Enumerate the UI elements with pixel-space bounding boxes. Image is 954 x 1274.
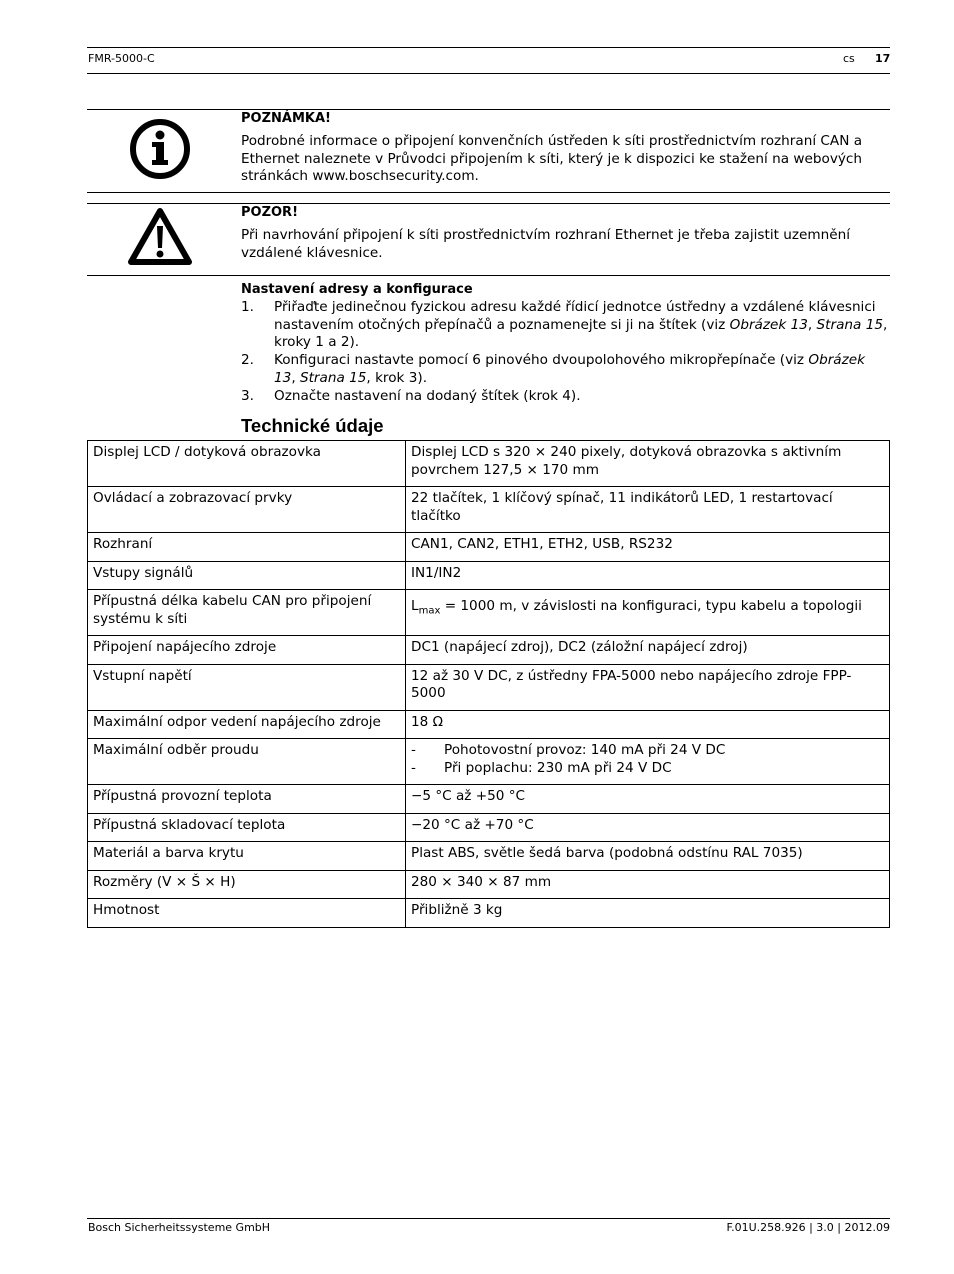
table-cell-label: Přípustná skladovací teplota <box>88 813 406 842</box>
table-row <box>88 664 890 710</box>
table-row <box>88 487 890 533</box>
table-cell-value: DC1 (napájecí zdroj), DC2 (záložní napájecí zdroj) <box>406 636 890 665</box>
table-cell-value: Plast ABS, světle šedá barva (podobná odstínu RAL 7035) <box>406 842 890 871</box>
table-row <box>88 636 890 665</box>
footer-docref: F.01U.258.926 | 3.0 | 2012.09 <box>726 1221 890 1234</box>
list-item: - Při poplachu: 230 mA při 24 V DC <box>411 759 672 776</box>
header-top-rule <box>87 47 890 48</box>
table-cell-label: Přípustná provozní teplota <box>88 785 406 814</box>
table-cell-value: 18 Ω <box>406 710 890 739</box>
table-cell-value: IN1/IN2 <box>406 561 890 590</box>
header-lang: cs <box>843 52 855 65</box>
table-cell-label: Vstupní napětí <box>88 664 406 710</box>
table-cell-label: Přípustná délka kabelu CAN pro připojení systému k síti <box>88 590 406 636</box>
table-cell-label: Rozhraní <box>88 533 406 562</box>
footer-company: Bosch Sicherheitssysteme GmbH <box>88 1221 271 1234</box>
table-row <box>88 710 890 739</box>
tech-table <box>87 440 890 928</box>
table-row <box>88 533 890 562</box>
step-number: 3. <box>241 387 254 404</box>
table-cell-label: Ovládací a zobrazovací prvky <box>88 487 406 533</box>
table-cell-label: Maximální odběr proudu <box>88 739 406 785</box>
setup-title: Nastavení adresy a konfigurace <box>241 282 473 297</box>
header-product: FMR-5000-C <box>88 52 155 65</box>
table-cell-value: $L_{max} = 1000$ m, v závislosti na konfiguraci, typu kabelu a topologii <box>406 590 890 636</box>
table-cell-value <box>406 739 890 785</box>
page-ref: Strana 15 <box>816 316 883 333</box>
table-row <box>88 561 890 590</box>
table-cell-label: Displej LCD / dotyková obrazovka <box>88 441 406 487</box>
table-row <box>88 899 890 928</box>
tech-heading: Technické údaje <box>241 415 384 436</box>
caution-content <box>241 204 886 262</box>
note-bottom-rule <box>87 192 890 193</box>
list-item: 1. Přiřaďte jedinečnou fyzickou adresu každé řídicí jednotce ústředny a vzdálené klávesnici nastavením otočných přepínačů a poznamenejte si ji na štítek (viz Obrázek 13, Strana 15, kroky 1 a 2). <box>241 298 888 351</box>
page-ref: Strana 15 <box>299 369 367 386</box>
table-cell-label: Materiál a barva krytu <box>88 842 406 871</box>
table-row <box>88 590 890 636</box>
table-cell-value: 280 × 340 × 87 mm <box>406 870 890 899</box>
table-row <box>88 785 890 814</box>
step-number: 2. <box>241 352 254 369</box>
step-number: 1. <box>241 298 254 315</box>
info-icon <box>125 118 195 184</box>
list-item: 2. Konfiguraci nastavte pomocí 6 pinového dvoupolohového mikropřepínače (viz Obrázek 13, Strana 15, krok 3). <box>241 352 865 386</box>
footer-rule <box>87 1218 890 1219</box>
table-cell-label: Připojení napájecího zdroje <box>88 636 406 665</box>
table-cell-value: −20 °C až +70 °C <box>406 813 890 842</box>
setup-section <box>241 281 889 406</box>
table-cell-value: CAN1, CAN2, ETH1, ETH2, USB, RS232 <box>406 533 890 562</box>
table-cell-label: Hmotnost <box>88 899 406 928</box>
caution-text: Při navrhování připojení k síti prostřednictvím rozhraní Ethernet je třeba zajistit uzemnění vzdálené klávesnice. <box>241 226 850 261</box>
header-bottom-rule <box>87 73 890 74</box>
setup-steps <box>241 299 889 406</box>
table-cell-value: Přibližně 3 kg <box>406 899 890 928</box>
table-cell-value: Displej LCD s 320 × 240 pixely, dotyková obrazovka s aktivním povrchem 127,5 × 170 mm <box>406 441 890 487</box>
note-text: Podrobné informace o připojení konvenčních ústředen k síti prostřednictvím rozhraní CAN a Ethernet naleznete v Průvodci připojením k síti, který je k dispozici ke stažení na webových stránkách www.boschsecurity.com. <box>241 132 863 185</box>
figure-ref: Obrázek 13 <box>274 352 865 386</box>
table-row <box>88 842 890 871</box>
table-cell-value: −5 °C až +50 °C <box>406 785 890 814</box>
header-page-number: 17 <box>875 52 891 65</box>
table-row <box>88 441 890 487</box>
table-cell-label: Rozměry (V × Š × H) <box>88 870 406 899</box>
table-cell-value: 22 tlačítek, 1 klíčový spínač, 11 indikátorů LED, 1 restartovací tlačítko <box>406 487 890 533</box>
table-cell-label: Maximální odpor vedení napájecího zdroje <box>88 710 406 739</box>
caution-title: POZOR! <box>241 205 298 220</box>
list-item: 3. Označte nastavení na dodaný štítek (krok 4). <box>241 387 581 404</box>
table-row <box>88 870 890 899</box>
note-title: POZNÁMKA! <box>241 111 331 126</box>
warning-icon <box>125 206 195 272</box>
table-cell-label: Vstupy signálů <box>88 561 406 590</box>
figure-ref: Obrázek 13 <box>729 316 808 333</box>
list-item: - Pohotovostní provoz: 140 mA při 24 V DC <box>411 742 726 758</box>
note-content <box>241 110 886 186</box>
table-cell-value: 12 až 30 V DC, z ústředny FPA-5000 nebo napájecího zdroje FPP-5000 <box>406 664 890 710</box>
table-row <box>88 813 890 842</box>
caution-bottom-rule <box>87 275 890 276</box>
table-row <box>88 739 890 785</box>
